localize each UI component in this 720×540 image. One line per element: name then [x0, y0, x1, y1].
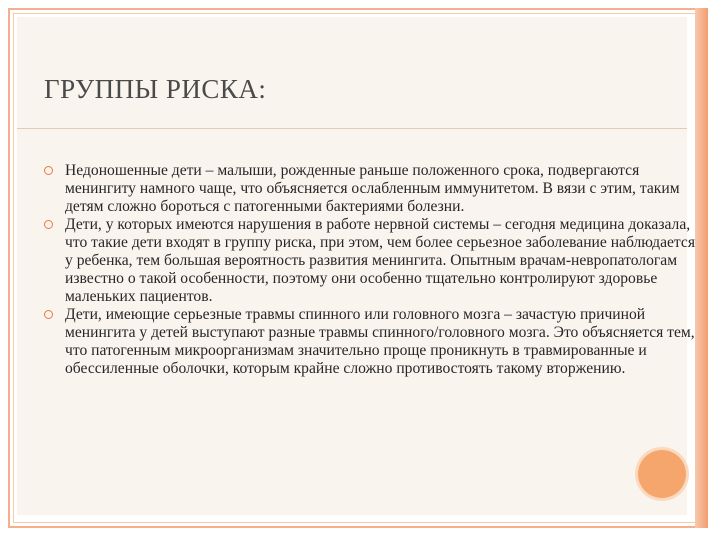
circle-bullet-icon: [44, 220, 53, 229]
orange-circle-decoration: [638, 450, 686, 498]
bullet-text: Дети, у которых имеются нарушения в работе нервной системы – сегодня медицина доказала, что такие дети входят в группу риска, при этом, чем более серьезное заболевание наблюдается у ребенка, тем большая вероятность развития менингита. Опытным врачам-невропатологам известно о такой особенности, поэтому они особенно тщательно контролируют здоровье маленьких пациентов.: [65, 216, 696, 305]
bullet-item: [44, 306, 696, 378]
bullet-item: [44, 162, 696, 216]
slide-title: ГРУППЫ РИСКА:: [44, 74, 267, 104]
circle-bullet-icon: [44, 310, 53, 319]
bullet-list: [44, 162, 696, 378]
right-accent-band: [695, 8, 708, 528]
circle-bullet-icon: [44, 166, 53, 175]
bullet-text: Дети, имеющие серьезные травмы спинного или головного мозга – зачастую причиной менингита у детей выступают разные травмы спинного/головного мозга. Это объясняется тем, что патогенным микроорганизмам значительно проще проникнуть в травмированные и обессиленные оболочки, которым крайне сложно противостоять такому вторжению.: [65, 306, 695, 377]
title-divider: [17, 128, 687, 129]
bullet-item: [44, 216, 696, 306]
bullet-text: Недоношенные дети – малыши, рожденные раньше положенного срока, подвергаются менингиту намного чаще, что объясняется ослабленным иммунитетом. В вязи с этим, таким детям сложно бороться с патогенными бактериями болезни.: [65, 162, 680, 215]
